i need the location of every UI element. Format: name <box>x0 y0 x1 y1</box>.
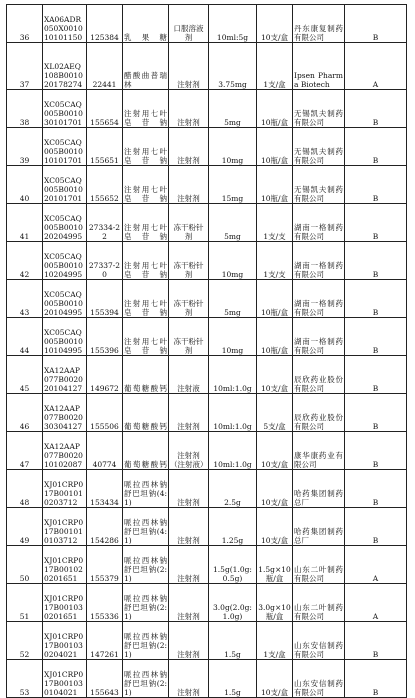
cell-pack: 3.0g×10瓶/盒 <box>257 584 293 622</box>
table-row <box>7 546 407 584</box>
cell-form: 口服溶液剂 <box>169 5 209 43</box>
cell-prod: 125384 <box>87 5 123 43</box>
cell-code: XC05CAQ 005B0010 10204995 <box>43 242 87 280</box>
cell-prod: 155336 <box>87 584 123 622</box>
cell-pack: 10支/盒 <box>257 508 293 546</box>
table-row <box>7 660 407 698</box>
cell-grade: B <box>345 242 407 280</box>
cell-mfr: 辰欣药业股份有限公司 <box>293 394 345 432</box>
table-row <box>7 166 407 204</box>
cell-idx: 43 <box>7 280 43 318</box>
cell-mfr: 湖南一格制药有限公司 <box>293 242 345 280</box>
cell-prod: 155379 <box>87 546 123 584</box>
cell-spec: 5mg <box>209 90 257 128</box>
cell-name: 醋酸曲普瑞林 <box>123 43 169 90</box>
cell-spec: 5mg <box>209 280 257 318</box>
cell-name: 哌拉西林钠舒巴坦钠(2:1) <box>123 584 169 622</box>
table-row <box>7 5 407 43</box>
cell-code: XA12AAP 077B0020 10102087 <box>43 432 87 470</box>
table-row <box>7 43 407 90</box>
cell-pack: 10支/盒 <box>257 432 293 470</box>
cell-grade: B <box>345 280 407 318</box>
cell-name: 葡萄糖酸钙 <box>123 394 169 432</box>
cell-idx: 40 <box>7 166 43 204</box>
cell-idx: 48 <box>7 470 43 508</box>
cell-name: 乳果糖 <box>123 5 169 43</box>
cell-mfr: 丹东康复制药有限公司 <box>293 5 345 43</box>
cell-name: 哌拉西林钠舒巴坦钠(2:1) <box>123 622 169 660</box>
cell-prod: 155394 <box>87 280 123 318</box>
cell-prod: 155652 <box>87 166 123 204</box>
cell-code: XJ01CRP0 17B00103 0201651 <box>43 584 87 622</box>
cell-pack: 1支/支 <box>257 204 293 242</box>
table-row <box>7 128 407 166</box>
cell-form: 注射剂 <box>169 660 209 698</box>
cell-grade: B <box>345 128 407 166</box>
cell-mfr: 辰欣药业股份有限公司 <box>293 356 345 394</box>
table-row <box>7 204 407 242</box>
cell-pack: 10瓶/盒 <box>257 280 293 318</box>
table-row <box>7 356 407 394</box>
cell-idx: 50 <box>7 546 43 584</box>
cell-pack: 10瓶/盒 <box>257 128 293 166</box>
cell-code: XA12AAP 077B0020 30304127 <box>43 394 87 432</box>
cell-grade: B <box>345 470 407 508</box>
cell-code: XJ01CRP0 17B00101 0103712 <box>43 508 87 546</box>
cell-grade: B <box>345 432 407 470</box>
cell-grade: B <box>345 204 407 242</box>
cell-code: XA12AAP 077B0020 20104127 <box>43 356 87 394</box>
cell-name: 注射用七叶皂苷钠 <box>123 242 169 280</box>
cell-form: 注射剂（注射液） <box>169 432 209 470</box>
cell-spec: 10ml:1.0g <box>209 356 257 394</box>
cell-idx: 44 <box>7 318 43 356</box>
cell-form: 注射剂 <box>169 166 209 204</box>
table-row <box>7 432 407 470</box>
table-row <box>7 90 407 128</box>
cell-form: 注射剂 <box>169 470 209 508</box>
cell-grade: B <box>345 356 407 394</box>
cell-grade: B <box>345 166 407 204</box>
cell-code: XJ01CRP0 17B00102 0201651 <box>43 546 87 584</box>
cell-grade: B <box>345 90 407 128</box>
cell-code: XC05CAQ 005B0010 20104995 <box>43 280 87 318</box>
cell-form: 注射液 <box>169 356 209 394</box>
cell-form: 注射剂 <box>169 508 209 546</box>
cell-idx: 53 <box>7 660 43 698</box>
cell-mfr: 山东安信制药有限公司 <box>293 660 345 698</box>
cell-mfr: 无锡凯夫制药有限公司 <box>293 128 345 166</box>
cell-name: 注射用七叶皂苷钠 <box>123 90 169 128</box>
cell-grade: B <box>345 394 407 432</box>
cell-spec: 10mg <box>209 242 257 280</box>
cell-pack: 10瓶/盒 <box>257 318 293 356</box>
cell-spec: 10ml:1.0g <box>209 394 257 432</box>
cell-code: XC05CAQ 005B0010 20101701 <box>43 166 87 204</box>
cell-form: 注射剂 <box>169 394 209 432</box>
cell-pack: 10支/盒 <box>257 660 293 698</box>
cell-name: 哌拉西林钠舒巴坦钠(4:1) <box>123 508 169 546</box>
cell-spec: 10ml:1.0g <box>209 432 257 470</box>
cell-prod: 155643 <box>87 660 123 698</box>
cell-form: 注射剂 <box>169 546 209 584</box>
cell-idx: 37 <box>7 43 43 90</box>
cell-idx: 49 <box>7 508 43 546</box>
cell-grade: B <box>345 318 407 356</box>
cell-pack: 10瓶/盒 <box>257 90 293 128</box>
cell-spec: 1.5g <box>209 660 257 698</box>
cell-spec: 5mg <box>209 204 257 242</box>
cell-pack: 10瓶/盒 <box>257 166 293 204</box>
cell-grade: A <box>345 43 407 90</box>
cell-spec: 15mg <box>209 166 257 204</box>
cell-form: 冻干粉针剂 <box>169 204 209 242</box>
cell-name: 注射用七叶皂苷钠 <box>123 280 169 318</box>
cell-grade: B <box>345 660 407 698</box>
cell-form: 注射剂 <box>169 90 209 128</box>
cell-idx: 46 <box>7 394 43 432</box>
cell-pack: 10支/盒 <box>257 5 293 43</box>
cell-mfr: 山东二叶制药有限公司 <box>293 546 345 584</box>
cell-mfr: 无锡凯夫制药有限公司 <box>293 90 345 128</box>
cell-code: XC05CAQ 005B0010 10104995 <box>43 318 87 356</box>
cell-spec: 2.5g <box>209 470 257 508</box>
cell-spec: 10mg <box>209 318 257 356</box>
cell-grade: A <box>345 584 407 622</box>
cell-code: XA06ADR 050X0010 10101150 <box>43 5 87 43</box>
cell-grade: B <box>345 622 407 660</box>
cell-form: 注射剂 <box>169 128 209 166</box>
cell-prod: 40774 <box>87 432 123 470</box>
cell-prod: 27334-22 <box>87 204 123 242</box>
cell-form: 注射剂 <box>169 584 209 622</box>
cell-name: 哌拉西林钠舒巴坦钠(2:1) <box>123 660 169 698</box>
cell-name: 注射用七叶皂苷钠 <box>123 204 169 242</box>
cell-spec: 1.25g <box>209 508 257 546</box>
cell-form: 注射剂 <box>169 622 209 660</box>
cell-name: 注射用七叶皂苷钠 <box>123 166 169 204</box>
cell-prod: 22441 <box>87 43 123 90</box>
cell-prod: 147261 <box>87 622 123 660</box>
cell-pack: 1支/盒 <box>257 622 293 660</box>
cell-mfr: 康华康药业有限公司 <box>293 432 345 470</box>
cell-code: XJ01CRP0 17B00101 0203712 <box>43 470 87 508</box>
cell-spec: 10ml:5g <box>209 5 257 43</box>
table-row <box>7 280 407 318</box>
cell-pack: 1支/支 <box>257 242 293 280</box>
cell-form: 注射剂 <box>169 43 209 90</box>
cell-prod: 27337-20 <box>87 242 123 280</box>
cell-pack: 5支/盒 <box>257 394 293 432</box>
drug-list-table <box>6 4 407 698</box>
table-row <box>7 584 407 622</box>
cell-grade: B <box>345 5 407 43</box>
cell-mfr: 山东安信制药有限公司 <box>293 622 345 660</box>
cell-spec: 1.5g <box>209 622 257 660</box>
cell-form: 冻干粉针剂 <box>169 280 209 318</box>
cell-prod: 154286 <box>87 508 123 546</box>
cell-idx: 51 <box>7 584 43 622</box>
cell-code: XL02AEQ 108B0010 20178274 <box>43 43 87 90</box>
cell-spec: 3.0g(2.0g:1.0g) <box>209 584 257 622</box>
cell-prod: 155506 <box>87 394 123 432</box>
cell-mfr: 哈药集团制药总厂 <box>293 470 345 508</box>
cell-spec: 10mg <box>209 128 257 166</box>
cell-grade: B <box>345 508 407 546</box>
cell-mfr: 山东二叶制药有限公司 <box>293 584 345 622</box>
cell-prod: 155654 <box>87 90 123 128</box>
cell-prod: 153434 <box>87 470 123 508</box>
table-row <box>7 242 407 280</box>
cell-mfr: 哈药集团制药总厂 <box>293 508 345 546</box>
cell-mfr: Ipsen Pharma Biotech <box>293 43 345 90</box>
cell-prod: 155396 <box>87 318 123 356</box>
cell-prod: 155651 <box>87 128 123 166</box>
cell-code: XC05CAQ 005B0010 20204995 <box>43 204 87 242</box>
cell-idx: 39 <box>7 128 43 166</box>
cell-pack: 1支/盒 <box>257 43 293 90</box>
cell-form: 冻干粉针剂 <box>169 242 209 280</box>
cell-code: XJ01CRP0 17B00103 0204021 <box>43 622 87 660</box>
cell-code: XJ01CRP0 17B00103 0104021 <box>43 660 87 698</box>
cell-pack: 10支/盒 <box>257 470 293 508</box>
cell-idx: 47 <box>7 432 43 470</box>
cell-idx: 41 <box>7 204 43 242</box>
cell-name: 葡萄糖酸钙 <box>123 356 169 394</box>
cell-mfr: 湖南一格制药有限公司 <box>293 204 345 242</box>
cell-pack: 10支/盒 <box>257 356 293 394</box>
cell-idx: 42 <box>7 242 43 280</box>
table-row <box>7 470 407 508</box>
cell-idx: 45 <box>7 356 43 394</box>
cell-prod: 149672 <box>87 356 123 394</box>
table-row <box>7 394 407 432</box>
cell-name: 哌拉西林钠舒巴坦钠(4:1) <box>123 470 169 508</box>
cell-spec: 1.5g(1.0g:0.5g) <box>209 546 257 584</box>
cell-name: 哌拉西林钠舒巴坦钠(2:1) <box>123 546 169 584</box>
table-row <box>7 508 407 546</box>
cell-code: XC05CAQ 005B0010 10101701 <box>43 128 87 166</box>
cell-idx: 38 <box>7 90 43 128</box>
cell-idx: 52 <box>7 622 43 660</box>
cell-name: 注射用七叶皂苷钠 <box>123 128 169 166</box>
cell-mfr: 无锡凯夫制药有限公司 <box>293 166 345 204</box>
table-row <box>7 318 407 356</box>
cell-idx: 36 <box>7 5 43 43</box>
cell-name: 葡萄糖酸钙 <box>123 432 169 470</box>
cell-spec: 3.75mg <box>209 43 257 90</box>
cell-mfr: 湖南一格制药有限公司 <box>293 318 345 356</box>
cell-code: XC05CAQ 005B0010 30101701 <box>43 90 87 128</box>
cell-pack: 1.5g×10瓶/盒 <box>257 546 293 584</box>
cell-grade: A <box>345 546 407 584</box>
cell-form: 冻干粉针剂 <box>169 318 209 356</box>
cell-name: 注射用七叶皂苷钠 <box>123 318 169 356</box>
cell-mfr: 湖南一格制药有限公司 <box>293 280 345 318</box>
